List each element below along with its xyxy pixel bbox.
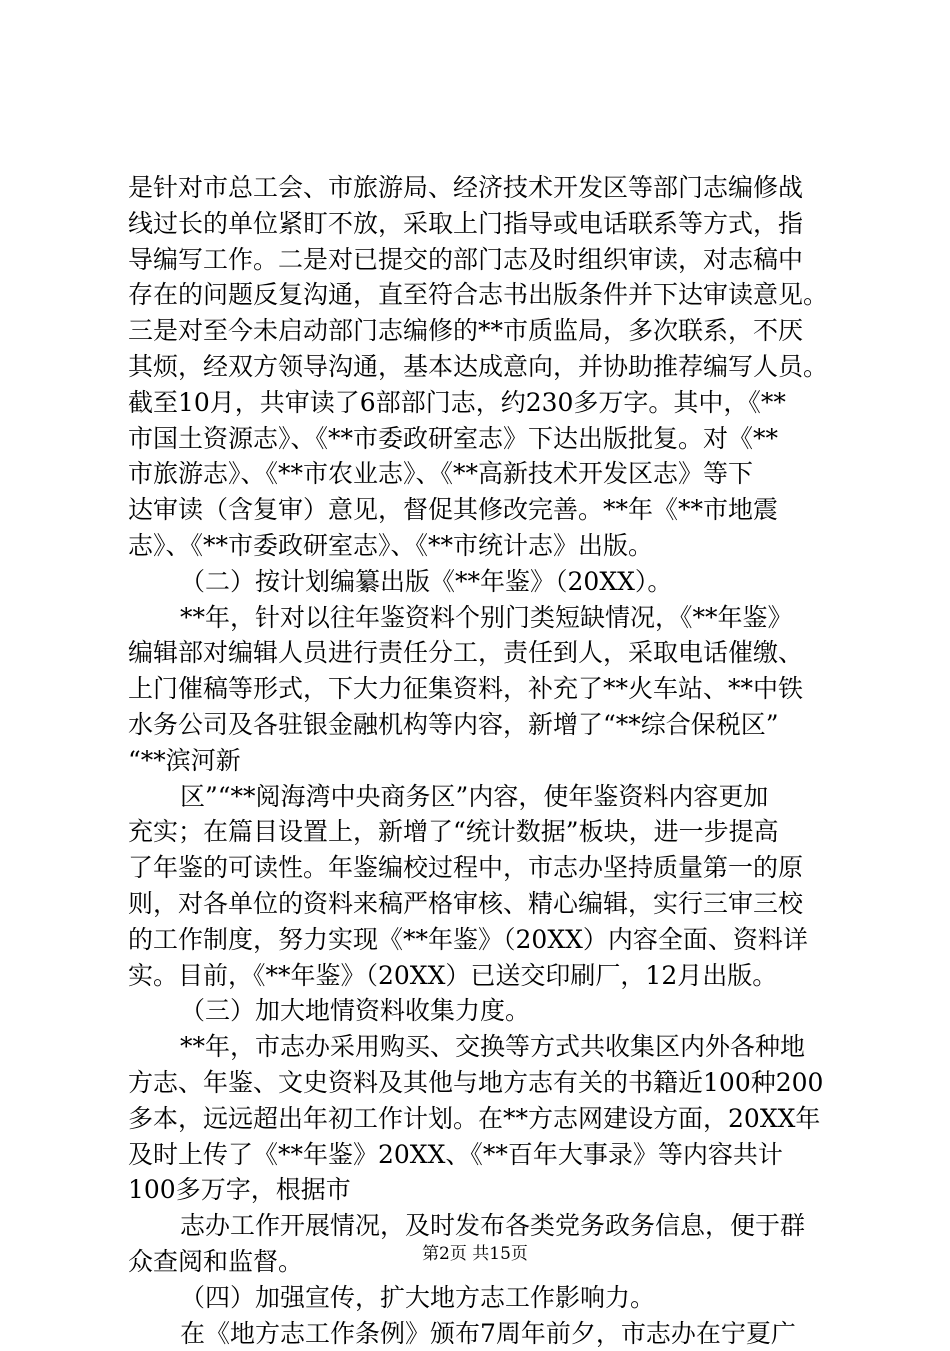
text-line: 达审读（含复审）意见，督促其修改完善。**年《**市地震 bbox=[128, 492, 828, 528]
text-line: 存在的问题反复沟通，直至符合志书出版条件并下达审读意见。 bbox=[128, 277, 828, 313]
document-body bbox=[128, 170, 828, 1351]
text-line: 水务公司及各驻银金融机构等内容，新增了“**综合保税区” bbox=[128, 707, 828, 743]
text-line: 100多万字，根据市 bbox=[128, 1172, 828, 1208]
text-line: **年，市志办采用购买、交换等方式共收集区内外各种地 bbox=[128, 1029, 828, 1065]
text-line: 截至10月，共审读了6部部门志，约230多万字。其中，《** bbox=[128, 385, 828, 421]
text-line: （四）加强宣传，扩大地方志工作影响力。 bbox=[128, 1280, 828, 1316]
text-line: 三是对至今未启动部门志编修的**市质监局，多次联系，不厌 bbox=[128, 313, 828, 349]
page-footer: 第2页 共15页 bbox=[0, 1242, 950, 1266]
text-line: 则，对各单位的资料来稿严格审核、精心编辑，实行三审三校 bbox=[128, 886, 828, 922]
text-line: 了年鉴的可读性。年鉴编校过程中，市志办坚持质量第一的原 bbox=[128, 850, 828, 886]
text-line: 导编写工作。二是对已提交的部门志及时组织审读，对志稿中 bbox=[128, 242, 828, 278]
text-line: 志》、《**市委政研室志》、《**市统计志》出版。 bbox=[128, 528, 828, 564]
text-line: 市国土资源志》、《**市委政研室志》下达出版批复。对《** bbox=[128, 421, 828, 457]
text-line: 市旅游志》、《**市农业志》、《**高新技术开发区志》等下 bbox=[128, 456, 828, 492]
text-line: **年，针对以往年鉴资料个别门类短缺情况，《**年鉴》 bbox=[128, 600, 828, 636]
text-line: 线过长的单位紧盯不放，采取上门指导或电话联系等方式，指 bbox=[128, 206, 828, 242]
text-line: 区”“**阅海湾中央商务区”内容，使年鉴资料内容更加 bbox=[128, 779, 828, 815]
text-line: 充实；在篇目设置上，新增了“统计数据”板块，进一步提高 bbox=[128, 814, 828, 850]
text-line: 方志、年鉴、文史资料及其他与地方志有关的书籍近100种200 bbox=[128, 1065, 828, 1101]
text-line: 及时上传了《**年鉴》20XX、《**百年大事录》等内容共计 bbox=[128, 1137, 828, 1173]
text-line: 在《地方志工作条例》颁布7周年前夕，市志办在宁夏广 bbox=[128, 1316, 828, 1351]
text-line: 多本，远远超出年初工作计划。在**方志网建设方面，20XX年 bbox=[128, 1101, 828, 1137]
text-line: 实。目前，《**年鉴》（20XX）已送交印刷厂，12月出版。 bbox=[128, 958, 828, 994]
text-line: 上门催稿等形式，下大力征集资料，补充了**火车站、**中铁 bbox=[128, 671, 828, 707]
text-line: 是针对市总工会、市旅游局、经济技术开发区等部门志编修战 bbox=[128, 170, 828, 206]
text-line: （二）按计划编纂出版《**年鉴》（20XX）。 bbox=[128, 564, 828, 600]
text-line: （三）加大地情资料收集力度。 bbox=[128, 993, 828, 1029]
text-line: 志办工作开展情况，及时发布各类党务政务信息，便于群 bbox=[128, 1208, 828, 1244]
text-line: 众查阅和监督。 bbox=[128, 1244, 828, 1280]
text-line: 其烦，经双方领导沟通，基本达成意向，并协助推荐编写人员。 bbox=[128, 349, 828, 385]
text-line: 的工作制度，努力实现《**年鉴》（20XX）内容全面、资料详 bbox=[128, 922, 828, 958]
text-line: 编辑部对编辑人员进行责任分工，责任到人，采取电话催缴、 bbox=[128, 635, 828, 671]
text-line: “**滨河新 bbox=[128, 743, 828, 779]
